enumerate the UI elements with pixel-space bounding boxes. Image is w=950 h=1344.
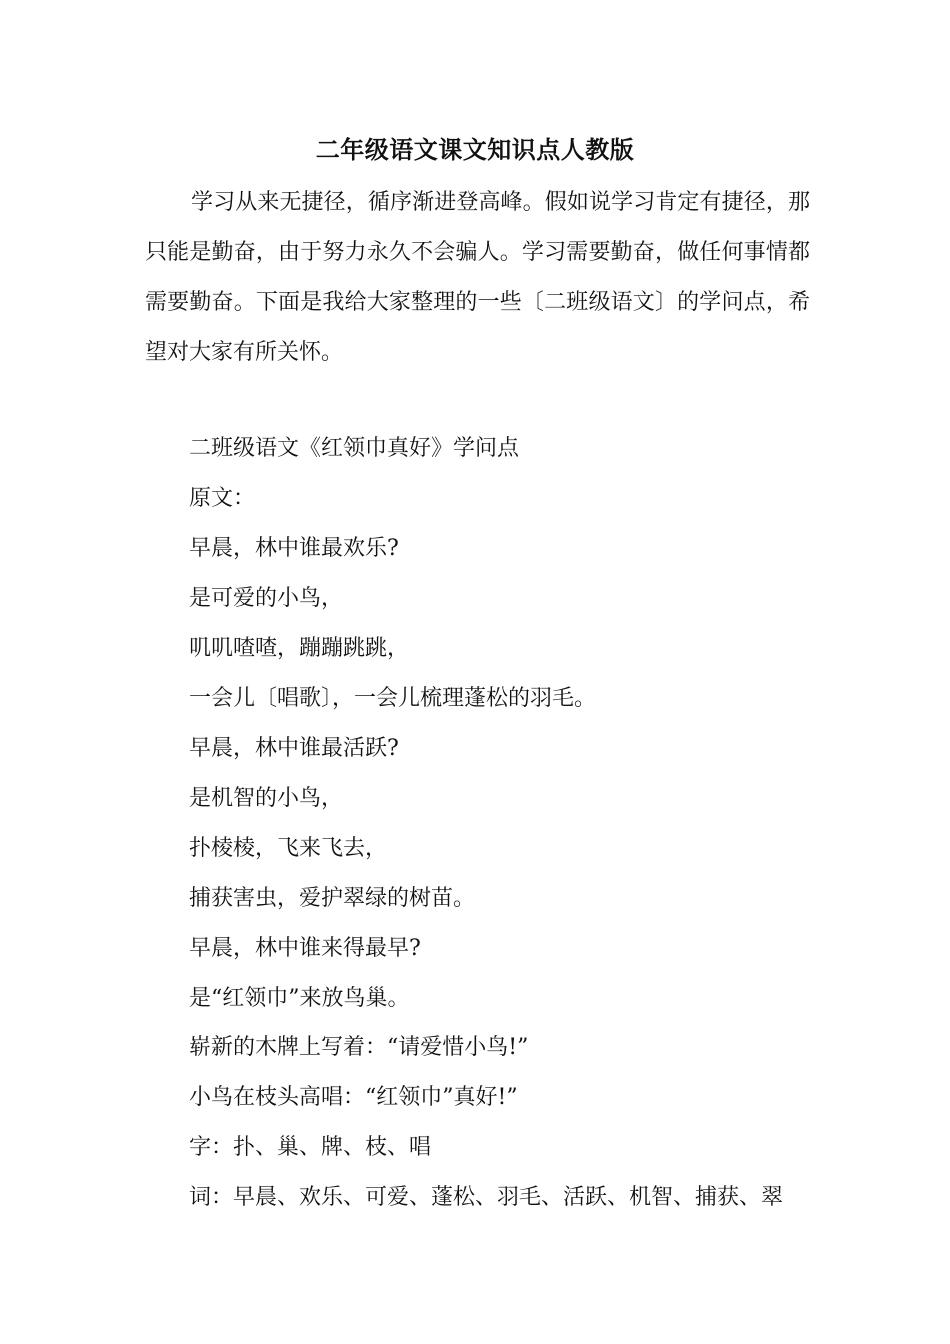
text-line: 扑棱棱，飞来飞去， <box>189 836 388 861</box>
vocab-characters-line: 字：扑、巢、牌、枝、唱 <box>189 1135 432 1160</box>
section-heading: 二班级语文《红领巾真好》学问点 <box>189 436 520 461</box>
vocab-words-line: 词：早晨、欢乐、可爱、蓬松、羽毛、活跃、机智、捕获、翠 <box>189 1185 784 1210</box>
intro-paragraph: 学习从来无捷径，循序渐进登高峰。假如说学习肯定有捷径，那只能是勤奋，由于努力永久不会骗人。学习需要勤奋，做任何事情都需要勤奋。下面是我给大家整理的一些〔二班级语文〕的学问点，希望对大家有所关怀。 <box>145 190 810 365</box>
document-title: 二年级语文课文知识点人教版 <box>315 135 635 164</box>
text-line: 一会儿〔唱歌〕，一会儿梳理蓬松的羽毛。 <box>189 686 597 711</box>
text-line: 是机智的小鸟， <box>189 786 344 811</box>
text-line: 原文： <box>189 486 256 511</box>
text-line: 是“红领巾”来放鸟巢。 <box>189 986 410 1011</box>
text-line: 捕获害虫，爱护翠绿的树苗。 <box>189 886 476 911</box>
text-line: 早晨，林中谁来得最早? <box>189 936 421 961</box>
text-line: 早晨，林中谁最欢乐? <box>189 536 399 561</box>
text-line: 小鸟在枝头高唱：“红领巾”真好!” <box>189 1085 518 1110</box>
text-line: 叽叽喳喳，蹦蹦跳跳， <box>189 636 410 661</box>
text-line: 崭新的木牌上写着：“请爱惜小鸟!” <box>189 1035 529 1060</box>
text-line: 早晨，林中谁最活跃? <box>189 736 399 761</box>
text-line: 是可爱的小鸟， <box>189 586 344 611</box>
